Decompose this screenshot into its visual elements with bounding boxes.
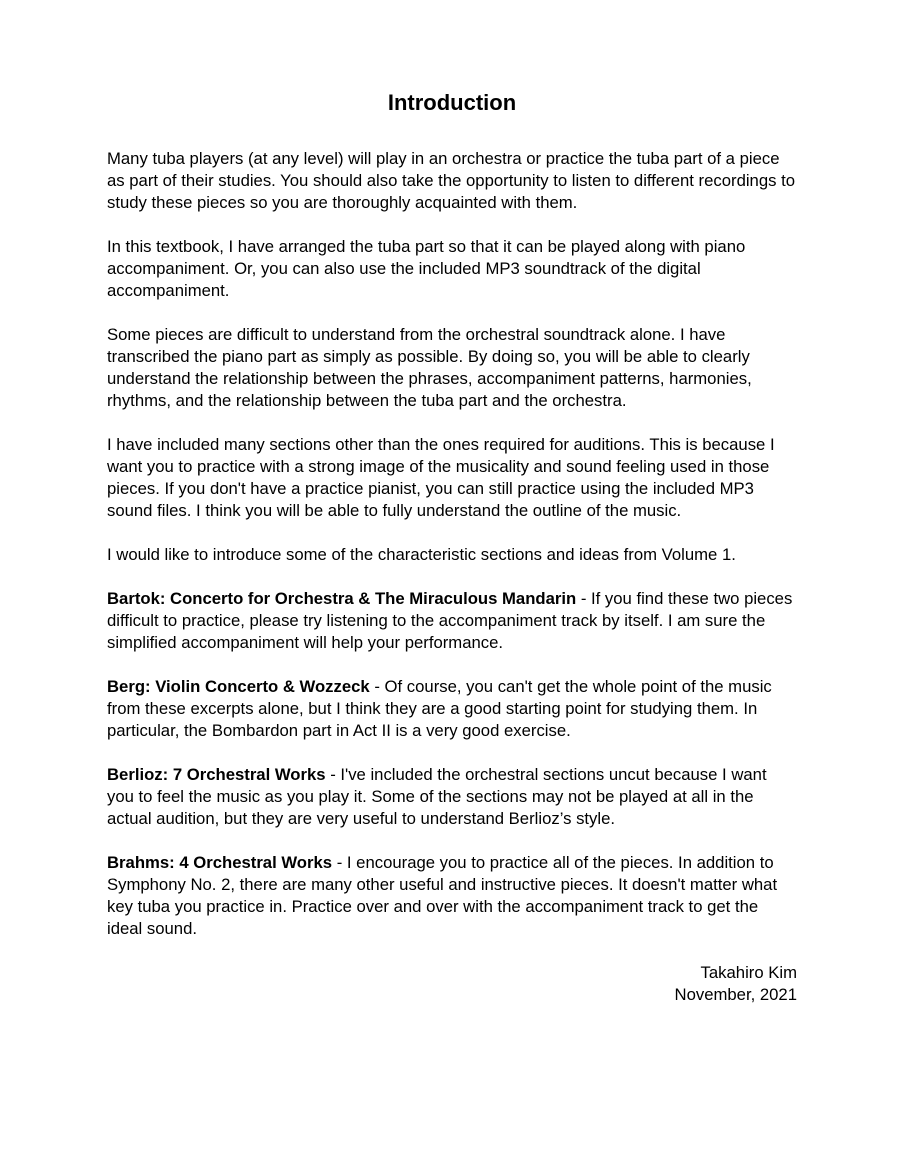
paragraph-3 (107, 324, 797, 412)
paragraph-lead: Brahms: 4 Orchestral Works (107, 853, 333, 872)
paragraph-text: Many tuba players (at any level) will play in an orchestra or practice the tuba part of a piece as part of their studies. You should also take the opportunity to listen to different recordings to study these pieces so you are thoroughly acquainted with them. (107, 149, 796, 212)
paragraph-1 (107, 148, 797, 214)
paragraph-lead: Berlioz: 7 Orchestral Works (107, 765, 326, 784)
paragraph-text: I would like to introduce some of the characteristic sections and ideas from Volume 1. (107, 545, 736, 564)
paragraph-4 (107, 434, 797, 522)
paragraph-berlioz (107, 764, 797, 830)
paragraph-text: - If you find these two pieces difficult to practice, please try listening to the accompaniment track by itself. I am sure the simplified accompaniment will help your performance. (107, 589, 793, 652)
document-page (107, 86, 797, 1006)
paragraph-berg (107, 676, 797, 742)
signature-date: November, 2021 (674, 985, 797, 1004)
paragraph-text: - I encourage you to practice all of the pieces. In addition to Symphony No. 2, there are many other useful and instructive pieces. It doesn't matter what key tuba you practice in. Practice over and over with the accompaniment track to get the ideal sound. (107, 853, 778, 938)
paragraph-text: Some pieces are difficult to understand from the orchestral soundtrack alone. I have transcribed the piano part as simply as possible. By doing so, you will be able to clearly understand the relationship between the phrases, accompaniment patterns, harmonies, rhythms, and the relationship between the tuba part and the orchestra. (107, 325, 752, 410)
paragraph-lead: Bartok: Concerto for Orchestra & The Miraculous Mandarin (107, 589, 577, 608)
signature-block (107, 962, 797, 1006)
page-title: Introduction (387, 90, 517, 115)
paragraph-5 (107, 544, 797, 566)
paragraph-lead: Berg: Violin Concerto & Wozzeck (107, 677, 370, 696)
author-name: Takahiro Kim (700, 963, 797, 982)
paragraph-text: In this textbook, I have arranged the tuba part so that it can be played along with piano accompaniment. Or, you can also use the included MP3 soundtrack of the digital accompaniment. (107, 237, 746, 300)
paragraph-2 (107, 236, 797, 302)
paragraph-text: - Of course, you can't get the whole point of the music from these excerpts alone, but I think they are a good starting point for studying them. In particular, the Bombardon part in Act II is a very good exercise. (107, 677, 772, 740)
paragraph-brahms (107, 852, 797, 940)
paragraph-bartok (107, 588, 797, 654)
paragraph-text: I have included many sections other than the ones required for auditions. This is because I want you to practice with a strong image of the musicality and sound feeling used in those pieces. If you don't have a practice pianist, you can still practice using the included MP3 sound files. I think you will be able to fully understand the outline of the music. (107, 435, 775, 520)
paragraph-text: - I've included the orchestral sections uncut because I want you to feel the music as you play it. Some of the sections may not be played at all in the actual audition, but they are very useful to understand Berlioz’s style. (107, 765, 767, 828)
